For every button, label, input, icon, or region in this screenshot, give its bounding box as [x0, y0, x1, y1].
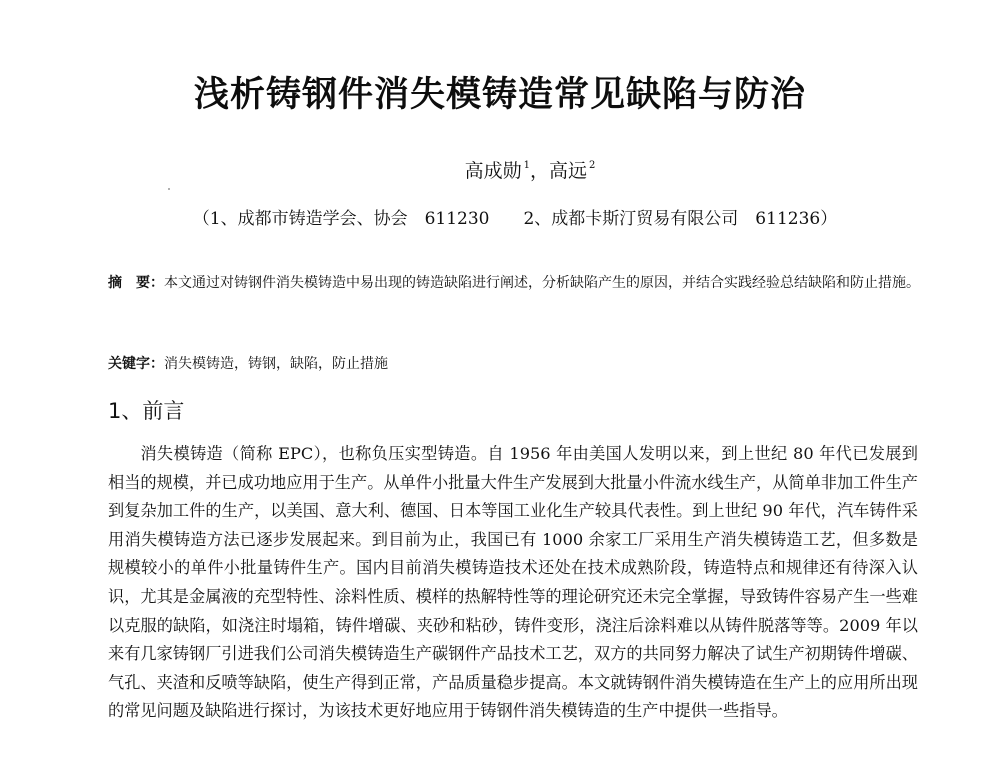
abstract-label: 摘 要：	[108, 275, 164, 291]
author-line	[0, 152, 1000, 185]
paper-title: 浅析铸钢件消失模铸造常见缺陷与防治	[193, 75, 806, 115]
author-affiliation-marker: 2	[589, 160, 596, 171]
author-separator: ，	[529, 160, 549, 182]
abstract	[108, 264, 923, 303]
scan-speck	[168, 188, 170, 190]
author-name: 高远	[549, 160, 588, 182]
author-name: 高成勋	[464, 160, 522, 182]
section-heading: 1、前言	[108, 399, 185, 423]
keywords-text: 消失模铸造，铸钢，缺陷，防止措施	[164, 356, 388, 372]
author-affiliation-marker: 1	[523, 160, 530, 171]
abstract-text: 本文通过对铸钢件消失模铸造中易出现的铸造缺陷进行阐述，分析缺陷产生的原因，并结合实践经验总结缺陷和防止措施。	[164, 275, 920, 291]
section-paragraph: 消失模铸造（简称 EPC），也称负压实型铸造。自 1956 年由美国人发明以来，到上世纪 80 年代已发展到相当的规模，并已成功地应用于生产。从单件小批量大件生产发展到大批量小件流水线生产，从简单非加工件生产到复杂加工件的生产，以美国、意大利、德国、日本等国工业化生产较具代表性。到上世纪 90 年代，汽车铸件采用消失模铸造方法已逐步发展起来。到目前为止，我国已有 1000 余家工厂采用生产消失模铸造工艺，但多数是规模较小的单件小批量铸件生产。国内目前消失模铸造技术还处在技术成熟阶段，铸造特点和规律还有待深入认识，尤其是金属液的充型特性、涂料性质、模样的热解特性等的理论研究还未完全掌握，导致铸件容易产生一些难以克服的缺陷，如浇注时塌箱，铸件增碳、夹砂和粘砂，铸件变形，浇注后涂料难以从铸件脱落等等。2009 年以来有几家铸钢厂引进我们公司消失模铸造生产碳钢件产品技术工艺，双方的共同努力解决了试生产初期铸件增碳、气孔、夹渣和反喷等缺陷，使生产得到正常，产品质量稳步提高。本文就铸钢件消失模铸造在生产上的应用所出现的常见问题及缺陷进行探讨，为该技术更好地应用于铸钢件消失模铸造的生产中提供一些指导。	[108, 444, 918, 721]
affiliations: （1、成都市铸造学会、协会 611230 2、成都卡斯汀贸易有限公司 611236）	[192, 209, 838, 229]
keywords	[108, 354, 923, 374]
keywords-label: 关键字：	[108, 356, 164, 372]
